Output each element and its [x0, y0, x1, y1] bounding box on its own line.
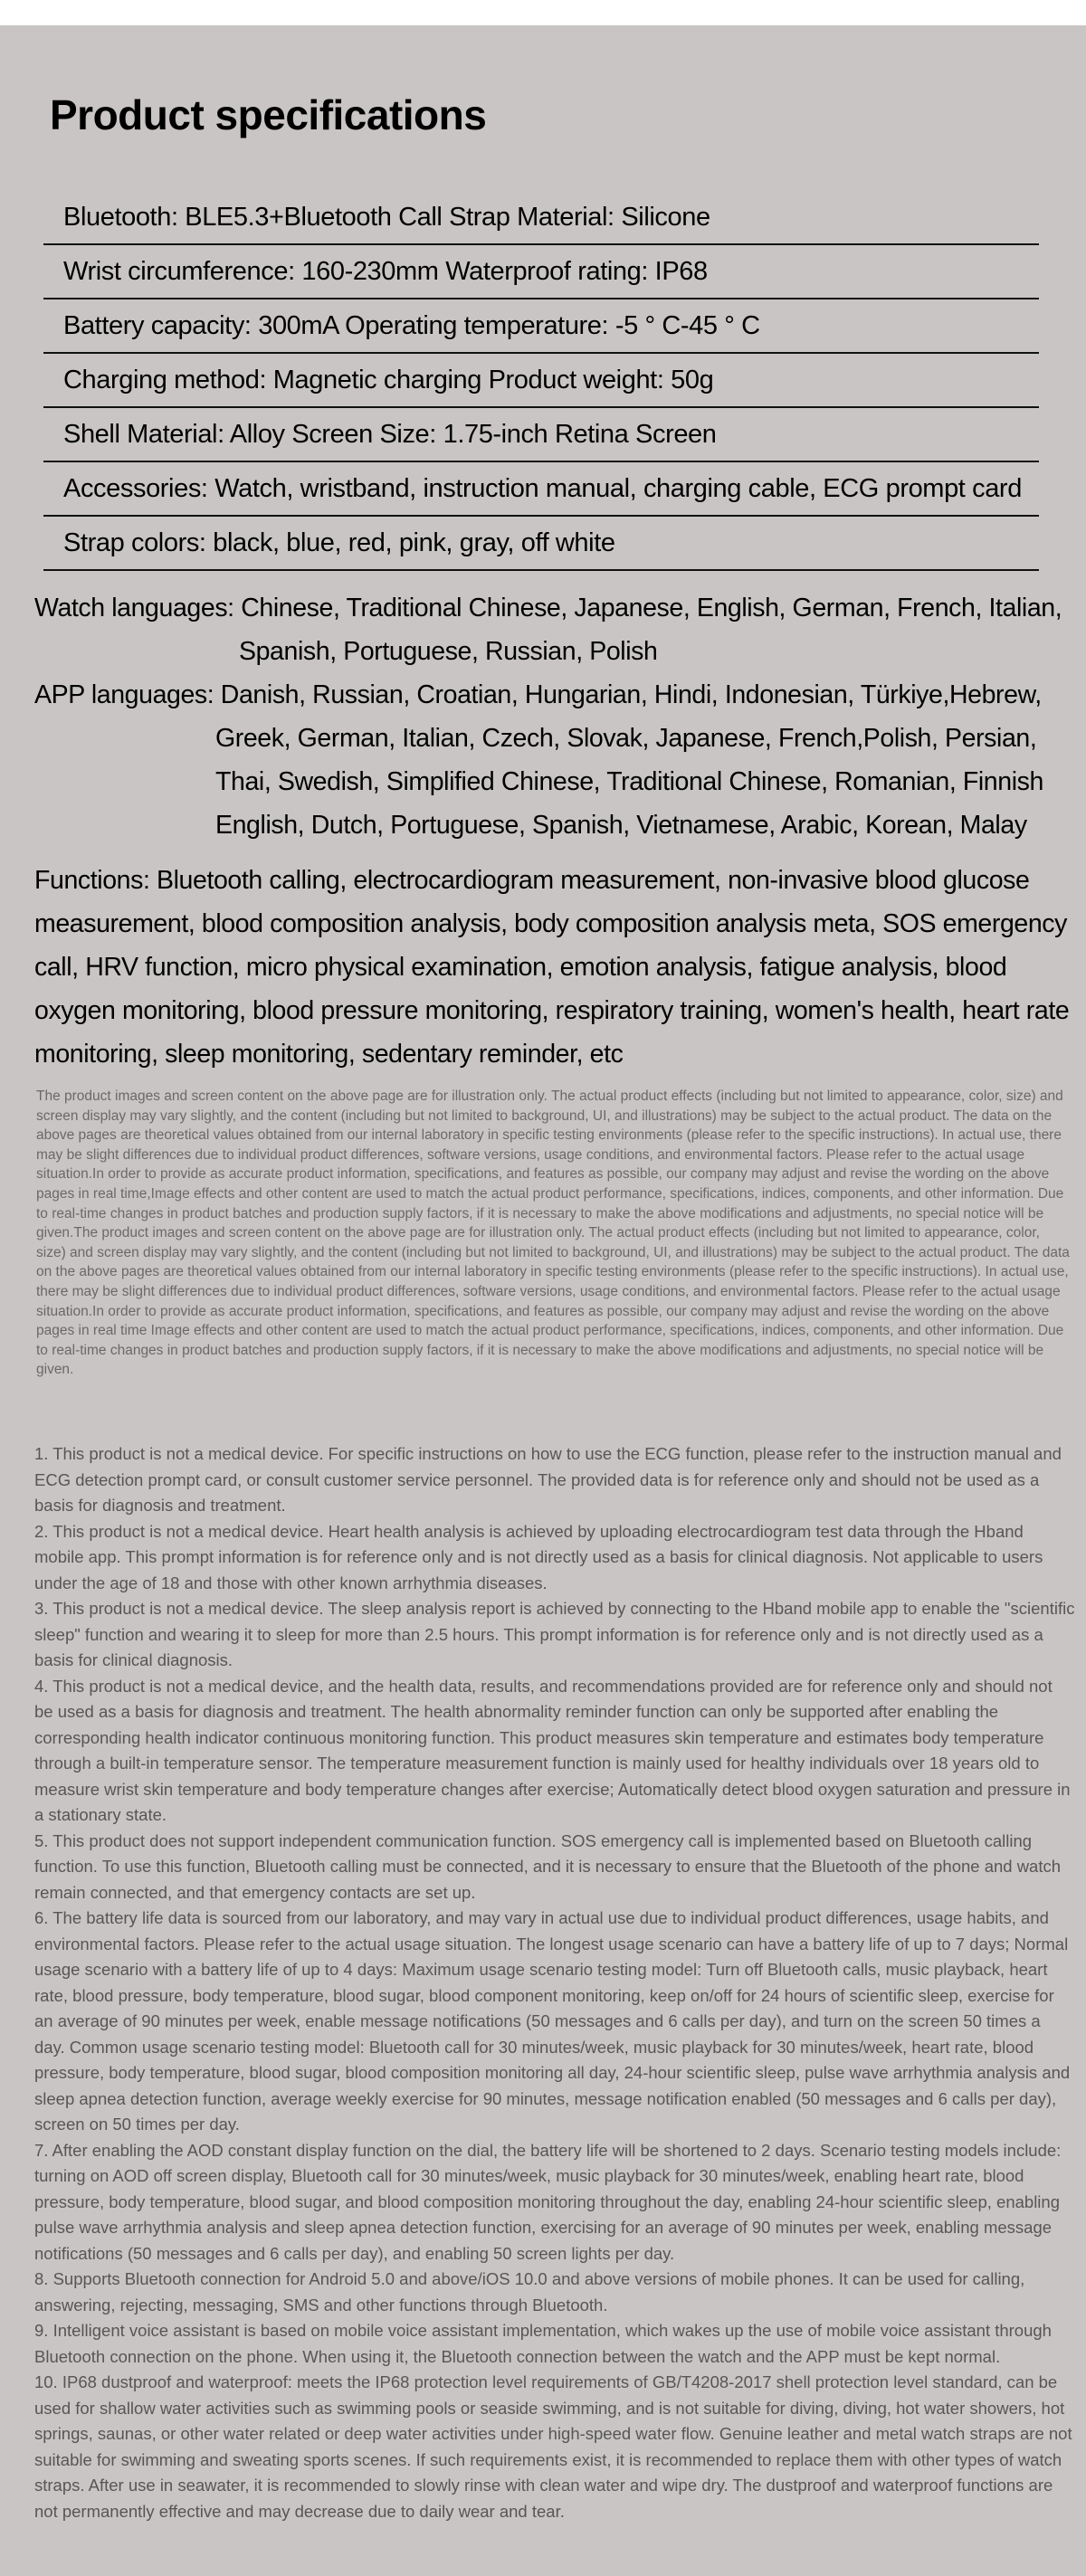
spec-row-shell: Shell Material: Alloy Screen Size: 1.75-inch Retina Screen [43, 408, 1039, 462]
spec-row-wrist: Wrist circumference: 160-230mm Waterproof rating: IP68 [43, 245, 1039, 299]
languages-section [34, 586, 1075, 847]
functions-text: Functions: Bluetooth calling, electrocardiogram measurement, non-invasive blood glucose measurement, blood composition analysis, body composition analysis meta, SOS emergency call, HRV function, micro physical examination, emotion analysis, fatigue analysis, blood oxygen monitoring, blood pressure monitoring, respiratory training, women's health, heart rate monitoring, sleep monitoring, sedentary reminder, etc [34, 866, 1070, 1069]
spec-row-bluetooth: Bluetooth: BLE5.3+Bluetooth Call Strap Material: Silicone [43, 191, 1039, 245]
notes-list [34, 1441, 1075, 2524]
note-item: 2. This product is not a medical device. Heart health analysis is achieved by uploading electrocardiogram test data through the Hband mobile app. This prompt information is for reference only and is not directly used as a basis for clinical diagnosis. Not applicable to users under the age of 18 and those with other known arrhythmia diseases. [34, 1521, 1043, 1592]
note-item: 6. The battery life data is sourced from our laboratory, and may vary in actual use due to individual product differences, usage habits, and environmental factors. Please refer to the actual usage situation. The longest usage scenario can have a battery life of up to 7 days; Normal usage scenario with a battery life of up to 4 days: Maximum usage scenario testing model: Turn off Bluetooth calls, music playback, heart rate, blood pressure, body temperature, blood sugar, blood component monitoring, keep on/off for 24 hours of scientific sleep, exercise for an average of 90 minutes per week, enable message notifications (50 messages and 6 calls per day), and turn on the screen 50 times a day. Common usage scenario testing model: Bluetooth call for 30 minutes/week, music playback for 30 minutes/week, heart rate, blood pressure, body temperature, blood sugar, blood composition monitoring all day, 24-hour scientific sleep, pulse wave arrhythmia analysis and sleep apnea detection function, average weekly exercise for 90 minutes, message notification enabled (50 messages and 6 calls per day), screen on 50 times per day. [34, 1908, 1071, 2134]
page-title: Product specifications [50, 91, 487, 138]
app-languages-line: Thai, Swedish, Simplified Chinese, Traditional Chinese, Romanian, Finnish [215, 767, 1043, 796]
note-item: 10. IP68 dustproof and waterproof: meets the IP68 protection level requirements of GB/T4208-2017 shell protection level standard, can be used for shallow water activities such as swimming pools or seaside swimming, and is not suitable for diving, diving, hot water showers, hot springs, saunas, or other water related or deep water activities under high-speed water flow. Genuine leather and metal watch straps are not suitable for swimming and sweating sports scenes. If such requirements exist, it is recommended to replace them with other types of watch straps. After use in seawater, it is recommended to slowly rinse with clean water and wipe dry. The dustproof and waterproof functions are not permanently effective and may decrease due to daily wear and tear. [34, 2372, 1072, 2521]
watch-languages [34, 586, 1075, 673]
spec-row-charging: Charging method: Magnetic charging Product weight: 50g [43, 354, 1039, 408]
note-item: 9. Intelligent voice assistant is based on mobile voice assistant implementation, which wakes up the use of mobile voice assistant through Bluetooth connection on the phone. When using it, the Bluetooth connection between the watch and the APP must be kept normal. [34, 2321, 1052, 2366]
spec-table [43, 191, 1039, 571]
spec-page [0, 25, 1086, 2576]
spec-row-battery: Battery capacity: 300mA Operating temperature: -5 ° C-45 ° C [43, 299, 1039, 354]
spec-row-strap-colors: Strap colors: black, blue, red, pink, gray, off white [43, 517, 1039, 571]
note-item: 3. This product is not a medical device. The sleep analysis report is achieved by connecting to the Hband mobile app to enable the "scientific sleep" function and wearing it to sleep for more than 2.5 hours. This prompt information is for reference only and is not directly used as a basis for clinical diagnosis. [34, 1599, 1075, 1669]
note-item: 1. This product is not a medical device. For specific instructions on how to use the ECG function, please refer to the instruction manual and ECG detection prompt card, or consult customer service personnel. The provided data is for reference only and should not be used as a basis for diagnosis and treatment. [34, 1444, 1062, 1515]
app-languages-line: APP languages: Danish, Russian, Croatian, Hungarian, Hindi, Indonesian, Türkiye,Hebrew, [34, 680, 1042, 709]
note-item: 5. This product does not support independent communication function. SOS emergency call is implemented based on Bluetooth calling function. To use this function, Bluetooth calling must be connected, and it is necessary to ensure that the Bluetooth of the phone and watch remain connected, and that emergency contacts are set up. [34, 1830, 1062, 1902]
note-item: 7. After enabling the AOD constant display function on the dial, the battery life will be shortened to 2 days. Scenario testing models include: turning on AOD off screen display, Bluetooth call for 30 minutes/week, music playback for 30 minutes/week, enabling heart rate, blood pressure, body temperature, blood sugar, and blood composition monitoring throughout the day, enabling 24-hour scientific sleep, enabling pulse wave arrhythmia analysis and sleep apnea detection function, exercising for an average of 90 minutes per week, enabling message notifications (50 messages and 6 calls per day), and enabling 50 screen lights per day. [34, 2140, 1062, 2263]
note-item: 4. This product is not a medical device, and the health data, results, and recommendations provided are for reference only and should not be used as a basis for diagnosis and treatment. The health abnormality reminder function can only be supported after enabling the corresponding health indicator continuous monitoring function. This product measures skin temperature and estimates body temperature through a built-in temperature sensor. The temperature measurement function is mainly used for healthy individuals over 18 years old to measure wrist skin temperature and body temperature changes after exercise; Automatically detect blood oxygen saturation and pressure in a stationary state. [34, 1676, 1071, 1824]
spec-row-accessories: Accessories: Watch, wristband, instruction manual, charging cable, ECG prompt card [43, 462, 1039, 517]
watch-languages-line: Spanish, Portuguese, Russian, Polish [239, 637, 658, 666]
app-languages [34, 673, 1075, 847]
note-item: 8. Supports Bluetooth connection for Android 5.0 and above/iOS 10.0 and above versions of mobile phones. It can be used for calling, answering, rejecting, messaging, SMS and other functions through Bluetooth. [34, 2269, 1025, 2315]
app-languages-line: English, Dutch, Portuguese, Spanish, Vietnamese, Arabic, Korean, Malay [215, 811, 1027, 840]
app-languages-line: Greek, German, Italian, Czech, Slovak, Japanese, French,Polish, Persian, [215, 724, 1037, 753]
disclaimer-text: The product images and screen content on the above page are for illustration only. The actual product effects (including but not limited to appearance, color, size) and screen display may vary slightly, and the content (including but not limited to background, UI, and illustrations) may be subject to the actual product. The data on the above pages are theoretical values obtained from our internal laboratory in specific testing environments (please refer to the specific instructions). In actual use, there may be slight differences due to individual product differences, software versions, usage conditions, and environmental factors. Please refer to the actual usage situation.In order to provide as accurate product information, specifications, and features as possible, our company may adjust and revise the wording on the above pages in real time,Image effects and other content are used to match the actual product performance, specifications, indices, components, and other information. Due to real-time changes in product batches and production supply factors, if it is necessary to make the above modifications and adjustments, no special notice will be given.The product images and screen content on the above page are for illustration only. The actual product effects (including but not limited to appearance, color, size) and screen display may vary slightly, and the content (including but not limited to background, UI, and illustrations) may be subject to the actual product. The data on the above pages are theoretical values obtained from our internal laboratory in specific testing environments (please refer to the specific instructions). In actual use, there may be slight differences due to individual product differences, software versions, usage conditions, and environmental factors. Please refer to the actual usage situation.In order to provide as accurate product information, specifications, and features as possible, our company may adjust and revise the wording on the above pages in real time Image effects and other content are used to match the actual product performance, specifications, indices, components, and other information. Due to real-time changes in product batches and production supply factors, if it is necessary to make the above modifications and adjustments, no special notice will be given. [36, 1088, 1070, 1378]
watch-languages-line: Watch languages: Chinese, Traditional Chinese, Japanese, English, German, French, Italian, [34, 594, 1062, 623]
